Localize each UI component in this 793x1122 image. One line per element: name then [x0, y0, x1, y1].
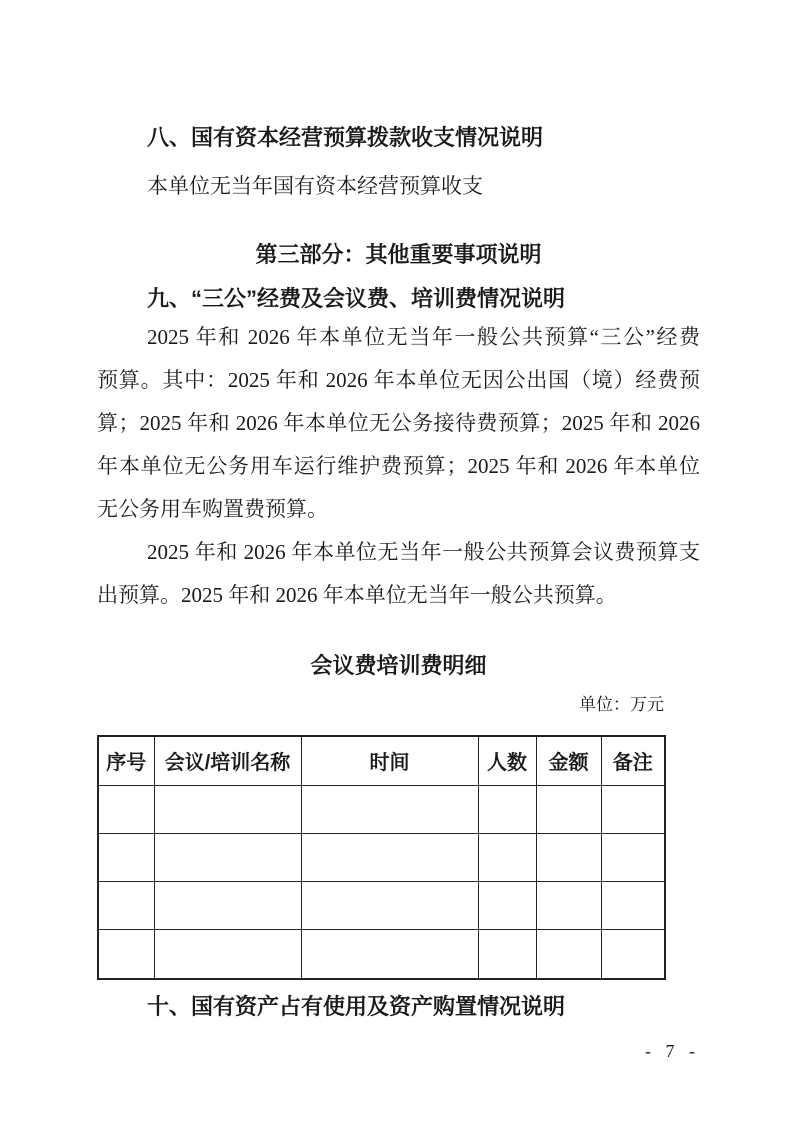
table-cell: [98, 785, 154, 833]
table-row: [98, 785, 665, 833]
heading-section-nine: 九、“三公”经费及会议费、培训费情况说明: [147, 286, 566, 311]
table-header-cell: 金额: [536, 736, 601, 785]
paragraph-line: 算；2025 年和 2026 年本单位无公务接待费预算；2025 年和 2026: [97, 411, 700, 435]
table-cell: [536, 929, 601, 979]
table-cell: [154, 881, 301, 929]
table-cell: [478, 833, 536, 881]
paragraph-line: 无公务用车购置费预算。: [97, 497, 328, 521]
table-cell: [536, 881, 601, 929]
table-cell: [478, 785, 536, 833]
paragraph-nine-first: [97, 316, 700, 531]
table-header-row: [98, 736, 665, 785]
table-header-cell: 会议/培训名称: [154, 736, 301, 785]
table-cell: [154, 929, 301, 979]
table-cell: [601, 881, 665, 929]
table-header-cell: 人数: [478, 736, 536, 785]
paragraph-line: 预算。其中：2025 年和 2026 年本单位无因公出国（境）经费预: [97, 368, 700, 392]
paragraph-line: 年本单位无公务用车运行维护费预算；2025 年和 2026 年本单位: [97, 454, 700, 478]
table-title: 会议费培训费明细: [310, 653, 487, 678]
table-row: [98, 881, 665, 929]
paragraph-nine-second: [97, 531, 700, 617]
document-content: [97, 0, 700, 1021]
paragraph-eight: 本单位无当年国有资本经营预算收支: [147, 174, 483, 198]
table-cell: [301, 929, 478, 979]
table-cell: [536, 785, 601, 833]
heading-section-eight: 八、国有资本经营预算拨款收支情况说明: [147, 125, 544, 150]
table-header-cell: 备注: [601, 736, 665, 785]
table-cell: [301, 833, 478, 881]
table-cell: [98, 833, 154, 881]
table-cell: [154, 833, 301, 881]
heading-section-ten: 十、国有资产占有使用及资产购置情况说明: [147, 994, 566, 1019]
paragraph-line: 出预算。2025 年和 2026 年本单位无当年一般公共预算。: [97, 583, 617, 607]
table-cell: [536, 833, 601, 881]
table-cell: [478, 881, 536, 929]
table-cell: [601, 833, 665, 881]
table-row: [98, 929, 665, 979]
table-cell: [601, 785, 665, 833]
table-cell: [301, 881, 478, 929]
table-header-cell: 时间: [301, 736, 478, 785]
table-cell: [478, 929, 536, 979]
table-cell: [601, 929, 665, 979]
table-header-cell: 序号: [98, 736, 154, 785]
unit-note: 单位：万元: [579, 695, 664, 714]
table-cell: [98, 929, 154, 979]
paragraph-line: 2025 年和 2026 年本单位无当年一般公共预算会议费预算支: [147, 540, 700, 564]
table-cell: [154, 785, 301, 833]
paragraph-line: 2025 年和 2026 年本单位无当年一般公共预算“三公”经费: [147, 325, 700, 349]
page-number: - 7 -: [645, 1041, 700, 1061]
meeting-training-detail-table: [97, 735, 666, 980]
part-three-heading: 第三部分：其他重要事项说明: [255, 242, 542, 267]
table-cell: [98, 881, 154, 929]
table-cell: [301, 785, 478, 833]
table-row: [98, 833, 665, 881]
